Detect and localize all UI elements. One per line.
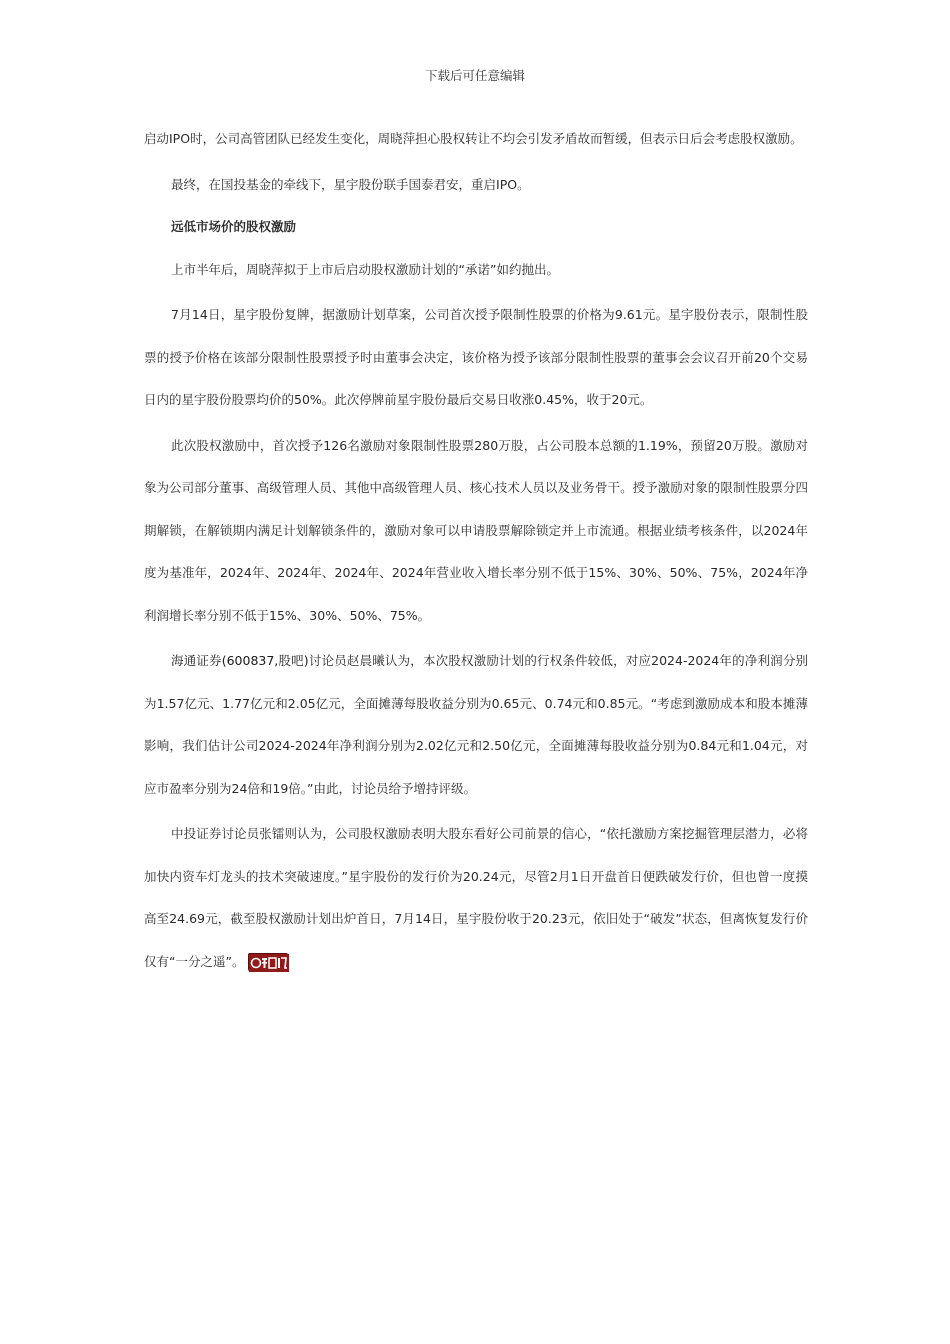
paragraph-zhongtou-text: 中投证券讨论员张镭则认为，公司股权激励表明大股东看好公司前景的信心，“依托激励方案挖掘管理层潜力，必将加快内资车灯龙头的技术突破速度。”星宇股份的发行价为20.24元，尽管2月1日开盘首日便跌破发行价，但也曾一度摸高至24.69元，截至股权激励计划出炉首日，7月14日，星宇股份收于20.23元，依旧处于“破发”状态，但离恢复发行价仅有“一分之遥”。: [144, 826, 808, 969]
paragraph-grant-price: 7月14日，星宇股份复牌，据激励计划草案，公司首次授予限制性股票的价格为9.61元。星宇股份表示，限制性股票的授予价格在该部分限制性股票授予时由董事会决定，该价格为授予该部分限制性股票的董事会会议召开前20个交易日内的星宇股份股票均价的50%。此次停牌前星宇股份最后交易日收涨0.45%，收于20元。: [144, 307, 808, 407]
paragraph-ipo-delay: 启动IPO时，公司高管团队已经发生变化，周晓萍担心股权转让不均会引发矛盾故而暂缓，但表示日后会考虑股权激励。: [144, 131, 803, 146]
paragraph-haitong-analysis: [144, 640, 808, 810]
hexun-logo-icon: [248, 953, 288, 971]
article-body: [144, 118, 808, 983]
section-heading: 远低市场价的股权激励: [171, 219, 297, 234]
paragraph-grant-details: 此次股权激励中，首次授予126名激励对象限制性股票280万股，占公司股本总额的1.19%，预留20万股。激励对象为公司部分董事、高级管理人员、其他中高级管理人员、核心技术人员以及业务骨干。授予激励对象的限制性股票分四期解锁，在解锁期内满足计划解锁条件的，激励对象可以申请股票解除锁定并上市流通。根据业绩考核条件，以2024年度为基准年，2024年、2024年、2024年、2024年营业收入增长率分别不低于15%、30%、50%、75%，2024年净利润增长率分别不低于15%、30%、50%、75%。: [144, 437, 808, 623]
stock-link-haitong[interactable]: 海通证券(600837,股吧): [171, 653, 309, 668]
paragraph-haitong-text: 讨论员赵晨曦认为，本次股权激励计划的行权条件较低，对应2024-2024年的净利润分别为1.57亿元、1.77亿元和2.05亿元，全面摊薄每股收益分别为0.65元、0.74元和0.85元。“考虑到激励成本和股本摊薄影响，我们估计公司2024-2024年净利润分别为2.02亿元和2.50亿元，全面摊薄每股收益分别为0.84元和1.04元，对应市盈率分别为24倍和19倍。”由此，讨论员给予增持评级。: [144, 653, 808, 796]
paragraph-zhongtou-analysis: [144, 813, 808, 983]
paragraph-ipo-restart: 最终，在国投基金的牵线下，星宇股份联手国泰君安，重启IPO。: [171, 176, 530, 192]
page-header-note: 下载后可任意编辑: [424, 68, 525, 83]
paragraph-incentive-promise: 上市半年后，周晓萍拟于上市后启动股权激励计划的“承诺”如约抛出。: [171, 261, 559, 277]
